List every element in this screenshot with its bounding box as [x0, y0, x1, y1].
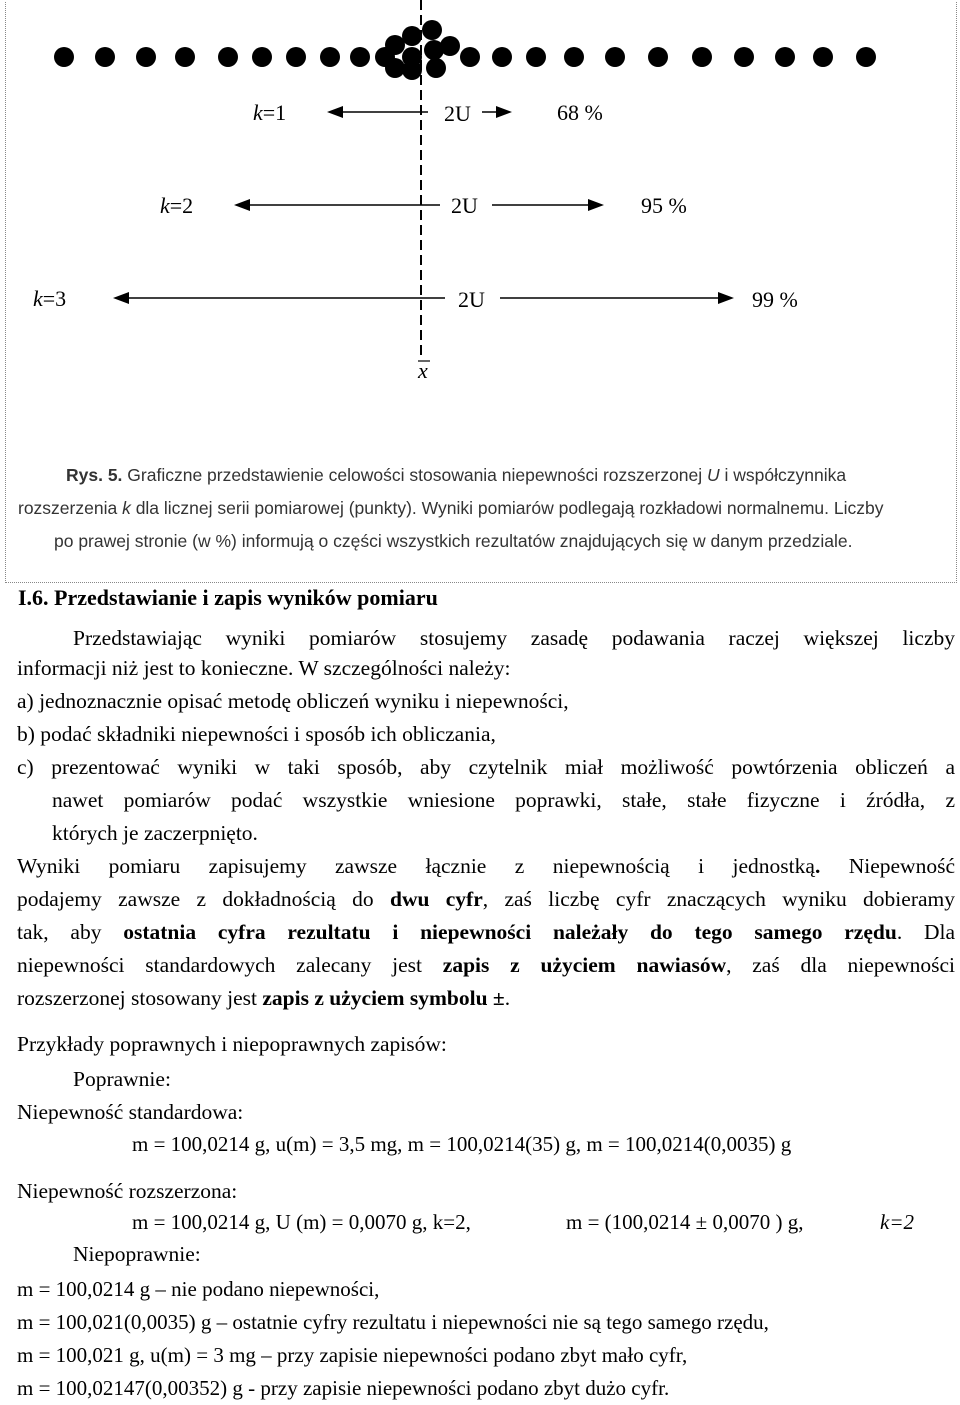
paragraph-2-line-1: Wyniki pomiaru zapisujemy zawsze łącznie z niepewnością i jednostką. Niepewność	[17, 854, 955, 878]
bad-example-4: m = 100,02147(0,00352) g - przy zapisie niepewności podano zbyt dużo cyfr.	[17, 1376, 670, 1400]
list-item-a: a) jednoznacznie opisać metodę obliczeń wyniku i niepewności,	[17, 689, 569, 713]
measurement-dot	[136, 47, 156, 67]
bad-example-2: m = 100,021(0,0035) g – ostatnie cyfry rezultatu i niepewności nie są tego samego rzędu,	[17, 1310, 769, 1334]
measurement-dot	[605, 47, 625, 67]
expanded-label: Niepewność rozszerzona:	[17, 1179, 238, 1203]
measurement-dot	[320, 47, 340, 67]
measurement-dot	[175, 47, 195, 67]
measurement-dot	[385, 58, 405, 78]
measurement-dot	[54, 47, 74, 67]
k2-u-label: 2U	[451, 193, 478, 218]
expanded-formula-a: m = 100,0214 g, U (m) = 0,0070 g, k=2,	[132, 1210, 471, 1234]
k1-u-label: 2U	[444, 101, 471, 126]
intro-line-2: informacji niż jest to konieczne. W szczególności należy:	[17, 656, 511, 680]
measurement-dot	[492, 47, 512, 67]
k1-percent: 68 %	[557, 100, 603, 125]
measurement-dot	[813, 47, 833, 67]
list-item-b: b) podać składniki niepewności i sposób ich obliczania,	[17, 722, 496, 746]
measurement-dot	[422, 20, 442, 40]
measurement-dot	[648, 47, 668, 67]
measurement-dot	[440, 36, 460, 56]
measurement-dot	[734, 47, 754, 67]
paragraph-2-line-4: niepewności standardowych zalecany jest zapis z użyciem nawiasów, zaś dla niepewności	[17, 953, 955, 977]
paragraph-2-line-5: rozszerzonej stosowany jest zapis z użyciem symbolu ±.	[17, 986, 511, 1010]
k3-u-label: 2U	[458, 287, 485, 312]
bad-example-3: m = 100,021 g, u(m) = 3 mg – przy zapisie niepewności podano zbyt mało cyfr,	[17, 1343, 688, 1367]
paragraph-2-line-2: podajemy zawsze z dokładnością do dwu cyfr, zaś liczbę cyfr znaczących wyniku dobieramy	[17, 887, 955, 911]
caption-prefix: Rys. 5.	[66, 465, 123, 485]
measurement-dot	[286, 47, 306, 67]
measurement-dot	[218, 47, 238, 67]
intro-line-1: Przedstawiając wyniki pomiarów stosujemy zasadę podawania raczej większej liczby	[73, 626, 955, 650]
incorrect-label: Niepoprawnie:	[73, 1242, 201, 1266]
measurement-dot	[775, 47, 795, 67]
interval-arrows-k3	[113, 292, 734, 304]
measurement-dot	[252, 47, 272, 67]
bad-example-1: m = 100,0214 g – nie podano niepewności,	[17, 1277, 380, 1301]
figure-diagram	[0, 0, 960, 440]
figure-caption-line-1: Rys. 5. Graficzne przedstawienie celowości stosowania niepewności rozszerzonej U i współczynnika	[66, 465, 847, 485]
measurement-dot	[692, 47, 712, 67]
measurement-dot	[564, 47, 584, 67]
measurement-dot	[385, 35, 405, 55]
list-item-c-2: nawet pomiarów podać wszystkie wniesione poprawki, stałe, stałe fizyczne i źródła, z	[52, 788, 955, 812]
k3-percent: 99 %	[752, 287, 798, 312]
figure-caption-line-3: po prawej stronie (w %) informują o części wszystkich rezultatów znajdujących się w danym przedziale.	[54, 531, 853, 551]
interval-arrows-k2	[234, 199, 604, 211]
examples-intro: Przykłady poprawnych i niepoprawnych zapisów:	[17, 1032, 447, 1056]
paragraph-2-line-3: tak, aby ostatnia cyfra rezultatu i niepewności należały do tego samego rzędu. Dla	[17, 920, 956, 944]
expanded-formula-c: k=2	[880, 1210, 914, 1234]
k3-label: k=3	[33, 286, 67, 311]
section-heading: I.6. Przedstawianie i zapis wyników pomiaru	[18, 585, 438, 610]
mean-label: x	[418, 358, 428, 383]
expanded-formula-b: m = (100,0214 ± 0,0070 ) g,	[566, 1210, 804, 1234]
measurement-dot	[526, 47, 546, 67]
figure-caption-line-2: rozszerzenia k dla licznej serii pomiarowej (punkty). Wyniki pomiarów podlegają rozkładowi normalnemu. Liczby	[18, 498, 884, 518]
measurement-dots	[54, 20, 876, 80]
standard-label: Niepewność standardowa:	[17, 1100, 244, 1124]
measurement-dot	[856, 47, 876, 67]
standard-formula: m = 100,0214 g, u(m) = 3,5 mg, m = 100,0214(35) g, m = 100,0214(0,0035) g	[132, 1132, 792, 1156]
measurement-dot	[402, 26, 422, 46]
measurement-dot	[460, 47, 480, 67]
list-item-c-3: których je zaczerpnięto.	[52, 821, 258, 845]
interval-arrows-k1	[327, 106, 512, 118]
list-item-c-1: c) prezentować wyniki w taki sposób, aby czytelnik miał możliwość powtórzenia obliczeń a	[17, 755, 955, 779]
k2-percent: 95 %	[641, 193, 687, 218]
measurement-dot	[350, 47, 370, 67]
measurement-dot	[426, 58, 446, 78]
correct-label: Poprawnie:	[73, 1067, 171, 1091]
k1-label: k=1	[253, 100, 287, 125]
k2-label: k=2	[160, 193, 194, 218]
measurement-dot	[95, 47, 115, 67]
measurement-dot	[402, 60, 422, 80]
